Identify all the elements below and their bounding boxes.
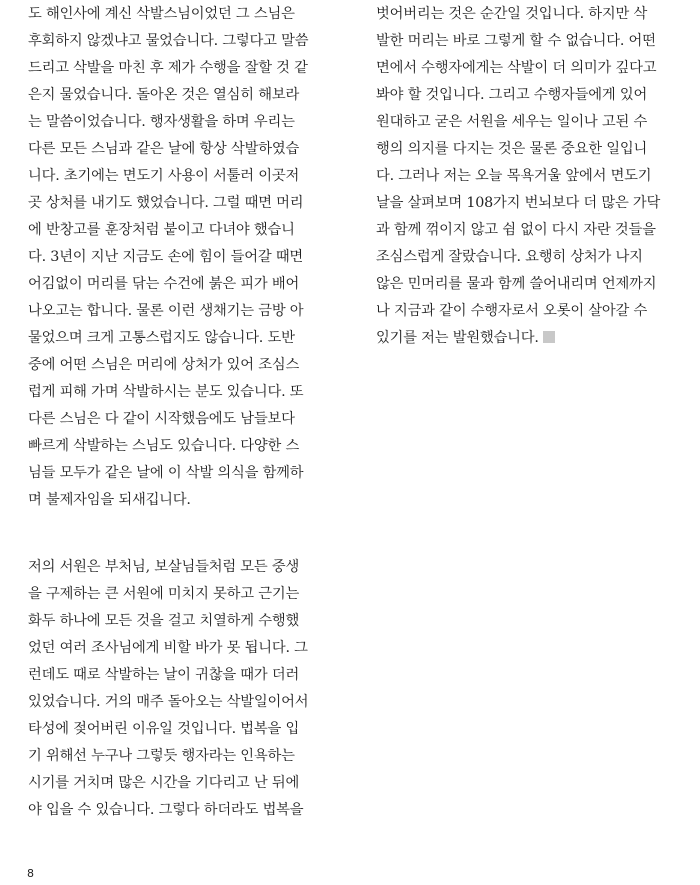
text-line: 봐야 할 것입니다. 그리고 수행자들에게 있어: [376, 87, 648, 103]
end-of-article-mark: [543, 331, 555, 343]
text-line: 면에서 수행자에게는 삭발이 더 의미가 깊다고: [376, 60, 657, 76]
text-line: 을 구제하는 큰 서원에 미치지 못하고 근기는: [28, 586, 300, 602]
page-number: 8: [27, 867, 34, 880]
text-line: 중에 어떤 스님은 머리에 상처가 있어 조심스: [28, 357, 300, 373]
text-line: 원대하고 굳은 서원을 세우는 일이나 고된 수: [376, 114, 648, 130]
text-line: 다른 스님은 다 같이 시작했음에도 남들보다: [28, 411, 295, 427]
last-text-line: [376, 325, 676, 352]
text-line: 벗어버리는 것은 순간일 것입니다. 하지만 삭: [376, 6, 648, 22]
text-line: 며 불제자임을 되새깁니다.: [28, 492, 191, 508]
text-line: 있었습니다. 거의 매주 돌아오는 삭발일이어서: [28, 694, 309, 710]
paragraph-1: [28, 0, 328, 514]
text-line: 과 함께 꺾이지 않고 쉼 없이 다시 자란 것들을: [376, 222, 656, 238]
text-line: 시기를 거치며 많은 시간을 기다리고 난 뒤에: [28, 775, 300, 791]
text-line: 발한 머리는 바로 그렇게 할 수 없습니다. 어떤: [376, 33, 656, 49]
text-line: 은지 물었습니다. 돌아온 것은 열심히 해보라: [28, 87, 300, 103]
text-line: 럽게 피해 가며 삭발하시는 분도 있습니다. 또: [28, 384, 304, 400]
text-line: 야 입을 수 있습니다. 그렇다 하더라도 법복을: [28, 802, 304, 818]
text-line: 화두 하나에 모든 것을 걸고 치열하게 수행했: [28, 613, 300, 629]
text-line: 도 해인사에 계신 삭발스님이었던 그 스님은: [28, 6, 295, 22]
text-line: 물었으며 크게 고통스럽지도 않습니다. 도반: [28, 330, 295, 346]
text-line: 드리고 삭발을 마친 후 제가 수행을 잘할 것 같: [28, 60, 308, 76]
text-line: 나오고는 합니다. 물론 이런 생채기는 금방 아: [28, 303, 304, 319]
text-line: 나 지금과 같이 수행자로서 오롯이 살아갈 수: [376, 303, 648, 319]
paragraph-3: [376, 0, 676, 352]
text-line: 기 위해선 누구나 그렇듯 행자라는 인욕하는: [28, 748, 295, 764]
left-column: [28, 0, 328, 824]
text-line: 니다. 초기에는 면도기 사용이 서툴러 이곳저: [28, 168, 300, 184]
text-line: 저의 서원은 부처님, 보살님들처럼 모든 중생: [28, 559, 300, 575]
paragraph-2: [28, 554, 328, 824]
text-line: 었던 여러 조사님에게 비할 바가 못 됩니다. 그: [28, 640, 308, 656]
text-line: 에 반창고를 훈장처럼 붙이고 다녀야 했습니: [28, 222, 295, 238]
text-line: 는 말씀이었습니다. 행자생활을 하며 우리는: [28, 114, 295, 130]
text-line: 런데도 때로 삭발하는 날이 귀찮을 때가 더러: [28, 667, 300, 683]
text-line: 어김없이 머리를 닦는 수건에 붉은 피가 배어: [28, 276, 300, 292]
text-line: 조심스럽게 잘랐습니다. 요행히 상처가 나지: [376, 249, 643, 265]
text-line: 날을 살펴보며 108가지 번뇌보다 더 많은 가닥: [376, 195, 661, 211]
paragraph-spacer: [28, 514, 328, 554]
text-line: 빠르게 삭발하는 스님도 있습니다. 다양한 스: [28, 438, 300, 454]
text-line: 행의 의지를 다지는 것은 물론 중요한 일입니: [376, 141, 648, 157]
text-line: 곳 상처를 내기도 했었습니다. 그럴 때면 머리: [28, 195, 304, 211]
text-line: 않은 민머리를 물과 함께 쓸어내리며 언제까지: [376, 276, 657, 292]
text-line: 있기를 저는 발원했습니다.: [376, 330, 539, 346]
right-column: [376, 0, 676, 352]
text-line: 다. 그러나 저는 오늘 목욕거울 앞에서 면도기: [376, 168, 652, 184]
text-line: 다. 3년이 지난 지금도 손에 힘이 들어갈 때면: [28, 249, 304, 265]
text-line: 다른 모든 스님과 같은 날에 항상 삭발하였습: [28, 141, 300, 157]
text-line: 님들 모두가 같은 날에 이 삭발 의식을 함께하: [28, 465, 304, 481]
text-line: 후회하지 않겠냐고 물었습니다. 그렇다고 말씀: [28, 33, 309, 49]
text-line: 타성에 젖어버린 이유일 것입니다. 법복을 입: [28, 721, 300, 737]
